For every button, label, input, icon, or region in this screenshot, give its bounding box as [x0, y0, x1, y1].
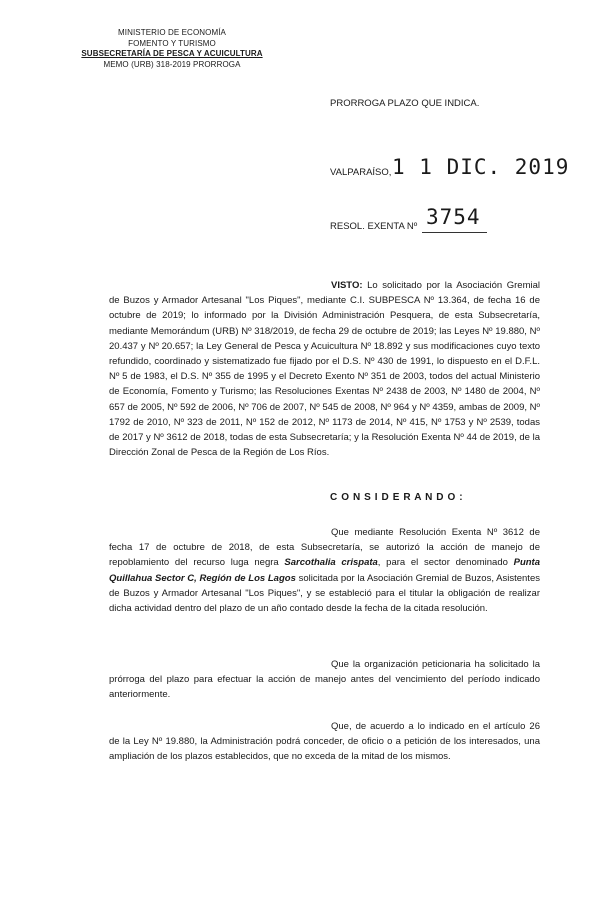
visto-text: Lo solicitado por la Asociación Gremial de Buzos y Armador Artesanal "Los Piques", mediante C.I. SUBPESCA Nº 13.364, de fecha 16 de octubre de 2019; lo informado por la División Administración Pesquera, de esta Subsecretaría, mediante Memorándum (URB) Nº 318/2019, de fecha 29 de octubre de 2019; las Leyes Nº 19.880, Nº 20.437 y Nº 20.657; la Ley General de Pesca y Acuicultura Nº 18.892 y sus modificaciones cuyo texto refundido, coordinado y sistematizado fue fijado por el D.S. Nº 430 de 1991, lo dispuesto en el D.F.L. Nº 5 de 1983, el D.S. Nº 355 de 1995 y el Decreto Exento Nº 351 de 2003, todos del actual Ministerio de Economía, Fomento y Turismo; las Resoluciones Exentas Nº 2438 de 2003, Nº 1480 de 2004, Nº 657 de 2005, Nº 592 de 2006, Nº 706 de 2007, Nº 545 de 2008, Nº 964 y Nº 4359, ambas de 2009, Nº 1792 de 2010, Nº 323 de 2011, Nº 152 de 2012, Nº 1173 de 2014, Nº 415, Nº 1753 y Nº 2539, todas de 2017 y Nº 3612 de 2018, todas de esta Subsecretaría; y la Resolución Exenta Nº 44 de 2019, de la Dirección Zonal de Pesca de la Región de Los Ríos. — [109, 280, 540, 459]
p1-text-c: solicitada por la Asociación Gremial de Buzos, Asistentes de Buzos y Armador Artesanal "Los Piques", y se estableció para el titular la obligación de realizar dicha actividad dentro del plazo de un año contado desde la fecha de la citada resolución. — [109, 572, 540, 615]
subsecretaria-name: SUBSECRETARÍA DE PESCA Y ACUICULTURA — [81, 49, 263, 58]
place-label: VALPARAÍSO, — [330, 167, 392, 178]
considerando-paragraph-1 — [109, 525, 540, 616]
sector-name: Punta Quillahua Sector C, Región de Los Lagos — [109, 557, 540, 584]
visto-paragraph — [109, 278, 540, 460]
visto-label: VISTO: — [331, 280, 363, 291]
memo-reference: MEMO (URB) 318-2019 PRORROGA — [103, 59, 241, 69]
date-stamp: 1 1 DIC. 2019 — [392, 155, 570, 179]
resolution-underline — [422, 232, 487, 233]
ministry-name: MINISTERIO DE ECONOMÍA — [118, 28, 226, 37]
resolution-label: RESOL. EXENTA Nº — [330, 221, 418, 232]
considerando-heading: C O N S I D E R A N D O : — [330, 492, 464, 503]
p1-text-b: , para el sector denominado — [377, 557, 514, 569]
considerando-paragraph-3: Que, de acuerdo a lo indicado en el artículo 26 de la Ley Nº 19.880, la Administración podrá conceder, de oficio o a petición de los interesados, una ampliación de los plazos establecidos, que no exceda de la mitad de los mismos. — [109, 721, 540, 763]
ministry-subtitle: FOMENTO Y TURISMO — [128, 38, 216, 48]
species-name: Sarcothalia crispata — [284, 557, 378, 569]
document-subject: PRORROGA PLAZO QUE INDICA. — [330, 98, 480, 109]
letterhead — [62, 28, 282, 70]
considerando-paragraph-2: Que la organización peticionaria ha solicitado la prórroga del plazo para efectuar la acción de manejo antes del vencimiento del período indicado anteriormente. — [109, 659, 540, 701]
p1-text-a: Que mediante Resolución Exenta Nº 3612 de fecha 17 de octubre de 2018, de esta Subsecretaría, se autorizó la acción de manejo de repoblamiento del recurso luga negra — [109, 527, 540, 569]
resolution-number: 3754 — [426, 205, 481, 229]
